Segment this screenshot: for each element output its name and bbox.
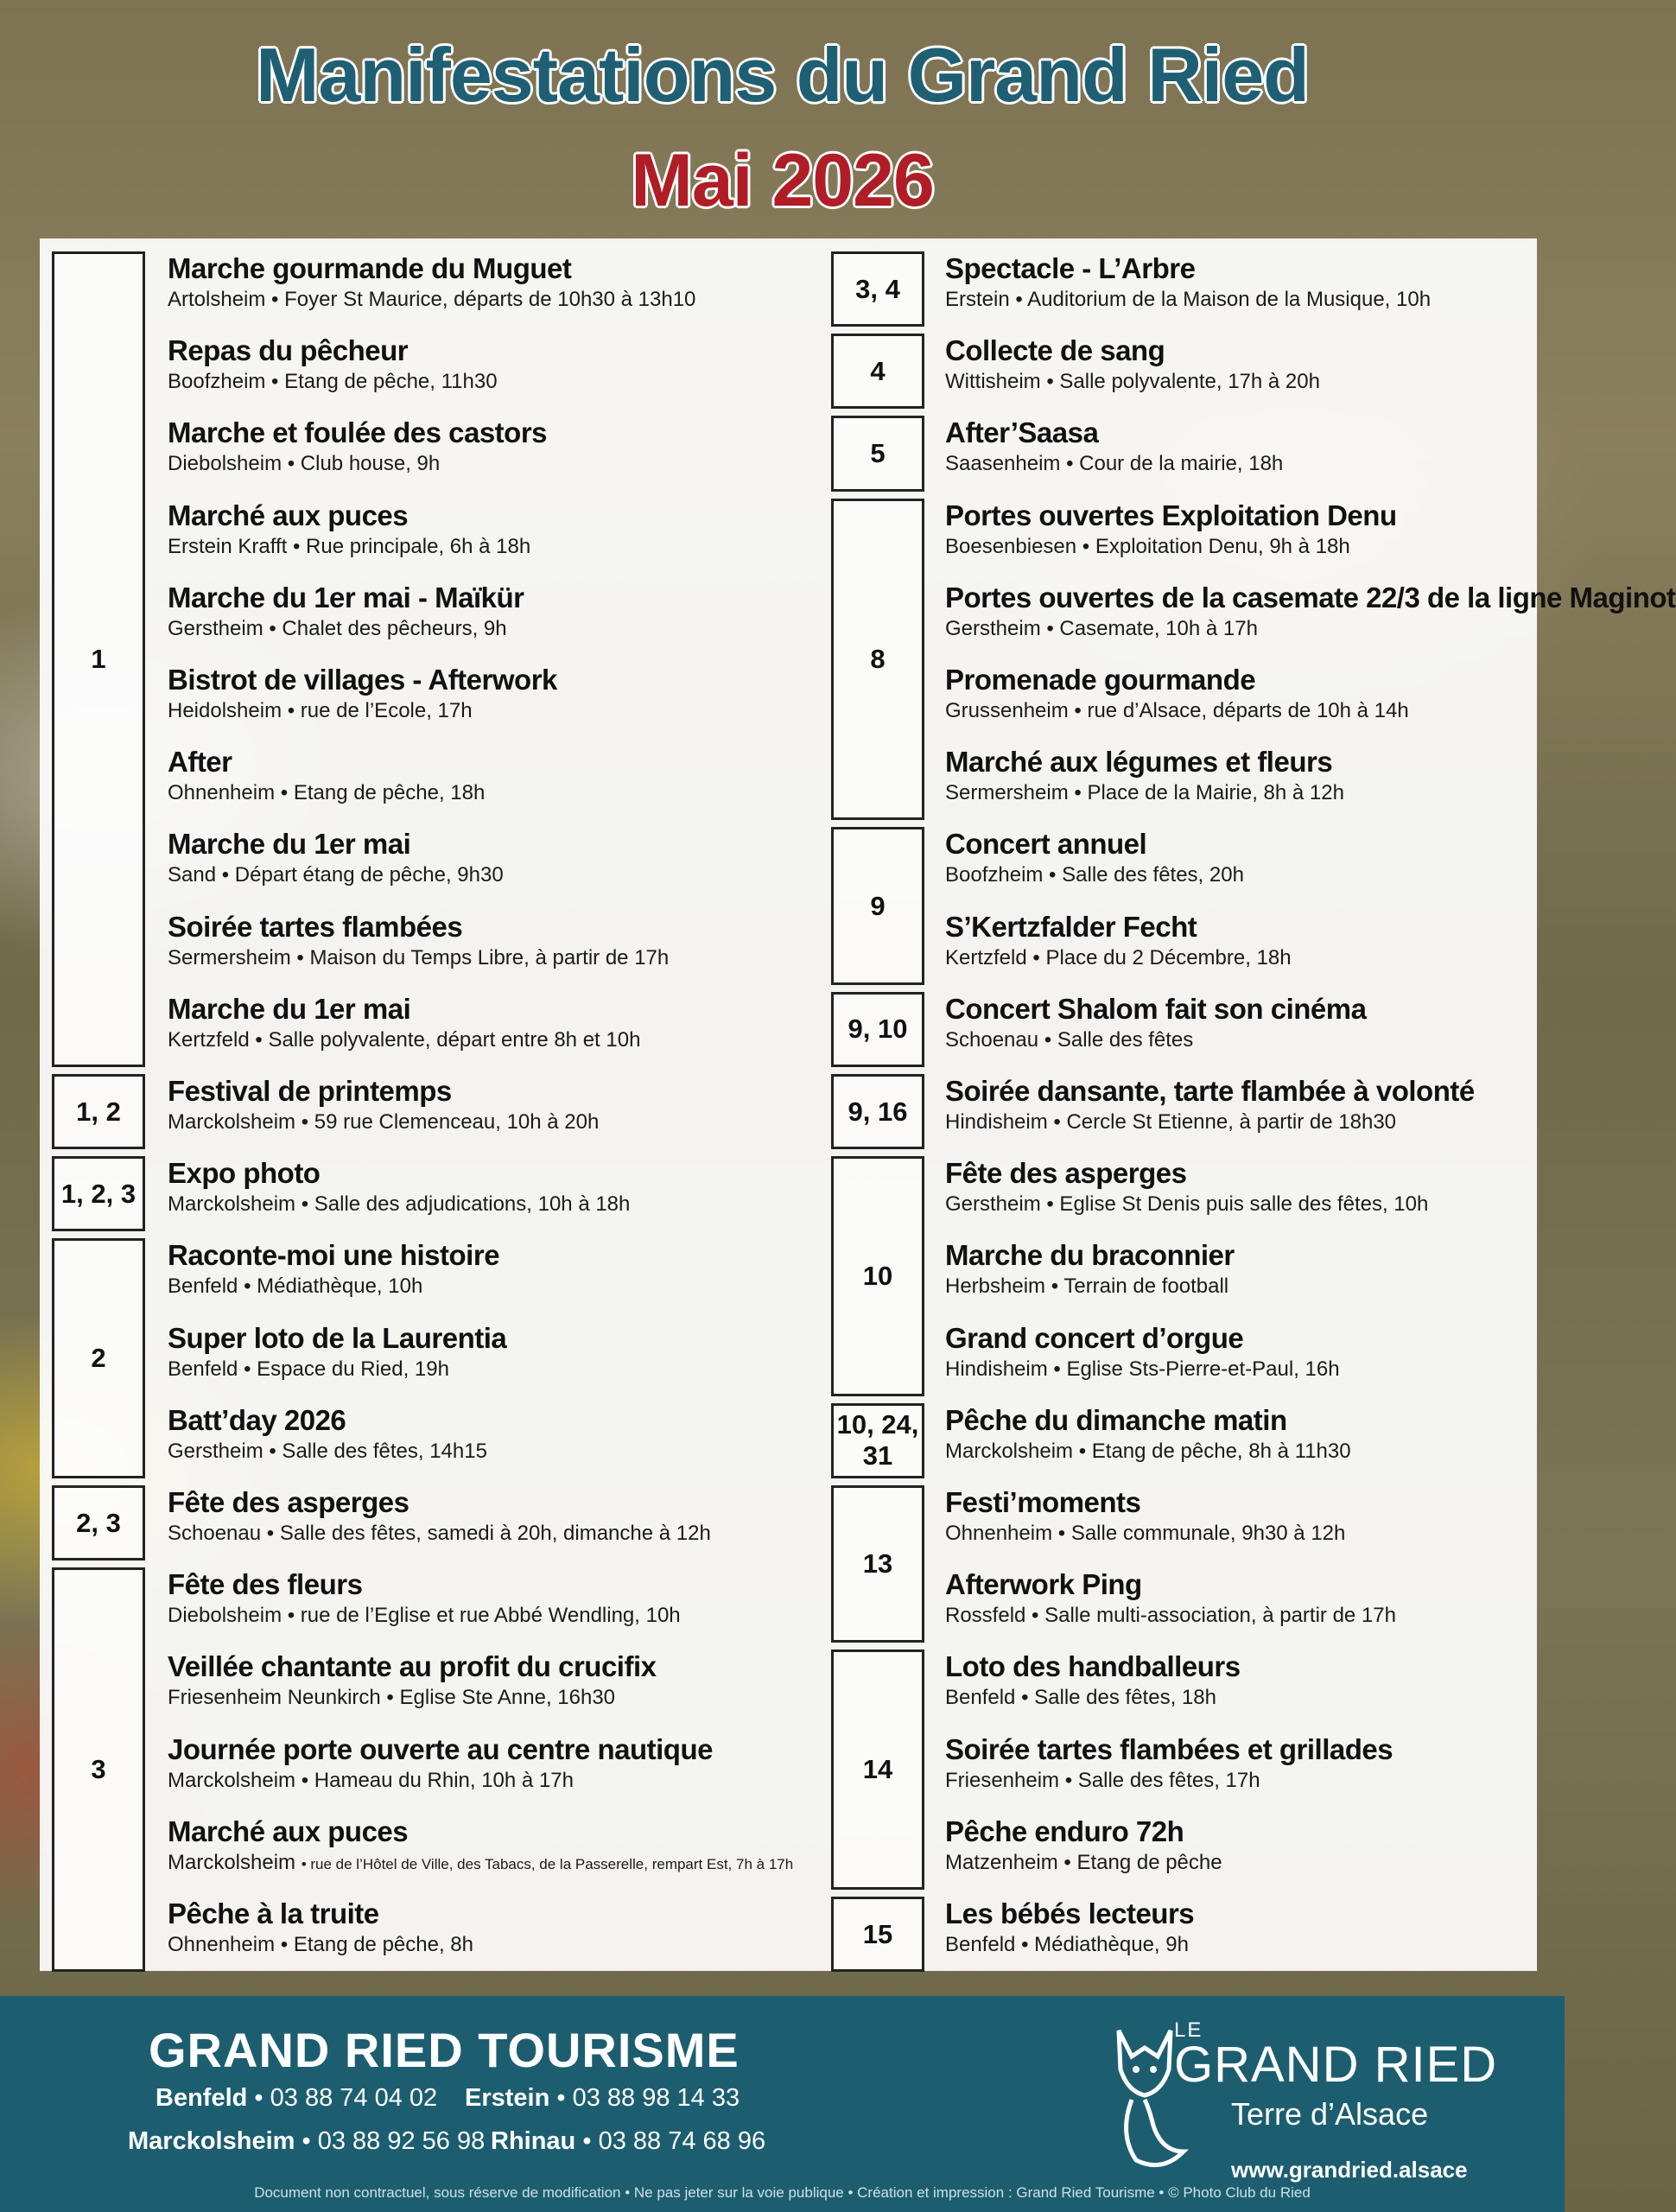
event-details: Wittisheim • Salle polyvalente, 17h à 20h <box>945 370 1320 394</box>
day-box: 1, 2 <box>52 1074 145 1149</box>
event-details: Marckolsheim • Etang de pêche, 8h à 11h30 <box>945 1439 1351 1463</box>
event-details: Friesenheim Neunkirch • Eglise Ste Anne, 16h30 <box>168 1686 616 1710</box>
event-title: Super loto de la Laurentia <box>168 1321 507 1354</box>
day-box: 15 <box>831 1897 924 1972</box>
day-box: 1, 2, 3 <box>52 1156 145 1231</box>
event-item <box>168 582 783 664</box>
event-title: Soirée dansante, tarte flambée à volonté <box>945 1075 1475 1107</box>
event-item <box>945 499 1537 582</box>
logo-le: LE <box>1174 2018 1203 2042</box>
event-title: Marché aux puces <box>168 499 409 531</box>
event-item <box>945 1568 1537 1650</box>
event-details: Ohnenheim • Etang de pêche, 8h <box>168 1933 473 1956</box>
event-title: Pêche à la truite <box>168 1897 379 1929</box>
event-item <box>168 1486 783 1568</box>
day-box: 1 <box>52 251 145 1067</box>
event-title: Bistrot de villages - Afterwork <box>168 664 557 696</box>
event-title: Marche gourmande du Muguet <box>168 252 572 284</box>
event-item <box>168 1075 783 1157</box>
day-box: 3 <box>52 1567 145 1972</box>
event-details: Ohnenheim • Salle communale, 9h30 à 12h <box>945 1522 1346 1545</box>
event-item <box>945 1733 1537 1815</box>
office-rhinau <box>491 2127 765 2156</box>
website-link[interactable]: www.grandried.alsace <box>1231 2157 1468 2183</box>
event-item <box>168 1157 783 1239</box>
event-title: Expo photo <box>168 1157 321 1190</box>
event-details: Herbsheim • Terrain de football <box>945 1274 1229 1299</box>
event-details: Boofzheim • Salle des fêtes, 20h <box>945 863 1244 887</box>
event-title: Batt’day 2026 <box>168 1403 346 1436</box>
event-item <box>945 1486 1537 1568</box>
event-title: Marche et foulée des castors <box>168 416 548 449</box>
legal-notice: Document non contractuel, sous réserve de modification • Ne pas jeter sur la voie publique • Création et impression : Grand Ried Tourisme • © Photo Club du Ried <box>254 2184 1311 2201</box>
event-item <box>945 911 1537 993</box>
event-item <box>945 252 1537 334</box>
bullet: • <box>556 2084 566 2112</box>
day-box: 4 <box>831 334 924 409</box>
logo-tagline: Terre d’Alsace <box>1231 2096 1429 2132</box>
event-details: Diebolsheim • Club house, 9h <box>168 452 441 476</box>
event-title: Portes ouvertes de la casemate 22/3 de la ligne Maginot <box>945 581 1676 613</box>
event-details: Kertzfeld • Place du 2 Décembre, 18h <box>945 945 1292 969</box>
day-box: 9, 16 <box>831 1074 924 1149</box>
event-details: Gerstheim • Chalet des pêcheurs, 9h <box>168 616 507 640</box>
event-title: Journée porte ouverte au centre nautique <box>168 1732 713 1765</box>
event-item <box>945 581 1676 664</box>
event-title: Fête des asperges <box>945 1157 1187 1190</box>
event-title: Soirée tartes flambées et grillades <box>945 1732 1393 1765</box>
event-item <box>945 1075 1537 1157</box>
event-item <box>168 334 783 416</box>
event-item <box>168 1650 783 1732</box>
event-title: Soirée tartes flambées <box>168 910 463 943</box>
event-title: Raconte-moi une histoire <box>168 1239 500 1272</box>
event-town: Marckolsheim <box>168 1850 296 1874</box>
office-phone: 03 88 98 14 33 <box>572 2084 740 2112</box>
event-details: Artolsheim • Foyer St Maurice, départs de 10h30 à 13h10 <box>168 288 696 311</box>
event-details <box>168 1850 794 1878</box>
office-town: Marckolsheim <box>128 2127 295 2155</box>
office-benfeld <box>156 2084 437 2113</box>
day-box: 3, 4 <box>831 251 924 327</box>
event-title: Marche du braconnier <box>945 1239 1235 1272</box>
event-title: Marché aux puces <box>168 1815 409 1847</box>
event-details: Boesenbiesen • Exploitation Denu, 9h à 18h <box>945 534 1350 558</box>
event-details: Grussenheim • rue d’Alsace, départs de 10h à 14h <box>945 699 1409 722</box>
event-title: Marche du 1er mai - Maïkür <box>168 581 524 613</box>
footer-brand: GRAND RIED TOURISME <box>149 2023 740 2077</box>
event-item <box>168 828 783 910</box>
event-details: Marckolsheim • Hameau du Rhin, 10h à 17h <box>168 1768 574 1792</box>
event-title: Fête des asperges <box>168 1486 409 1518</box>
event-item <box>168 1733 783 1815</box>
day-box: 14 <box>831 1649 924 1890</box>
logo-name: GRAND RIED <box>1174 2037 1498 2093</box>
event-details: Benfeld • Espace du Ried, 19h <box>168 1357 449 1381</box>
event-details: Rossfeld • Salle multi-association, à partir de 17h <box>945 1604 1396 1628</box>
event-details: Friesenheim • Salle des fêtes, 17h <box>945 1768 1260 1792</box>
event-details: Marckolsheim • Salle des adjudications, 10h à 18h <box>168 1192 631 1217</box>
event-details: Gerstheim • Eglise St Denis puis salle des fêtes, 10h <box>945 1192 1429 1217</box>
event-title: Spectacle - L’Arbre <box>945 252 1196 284</box>
event-details: Hindisheim • Cercle St Etienne, à partir de 18h30 <box>945 1110 1397 1134</box>
event-details: Matzenheim • Etang de pêche <box>945 1850 1222 1874</box>
event-title: Pêche enduro 72h <box>945 1815 1184 1847</box>
event-item <box>945 1650 1537 1732</box>
event-item <box>168 746 783 828</box>
event-details: Sermersheim • Place de la Mairie, 8h à 12h <box>945 781 1344 805</box>
event-item <box>168 499 783 582</box>
event-title: Veillée chantante au profit du crucifix <box>168 1650 657 1683</box>
event-item <box>168 1239 783 1321</box>
event-title: Marche du 1er mai <box>168 828 411 861</box>
event-title: Marche du 1er mai <box>168 992 411 1025</box>
grand-ried-logo <box>1101 2018 1499 2183</box>
event-item <box>168 1404 783 1486</box>
event-item <box>945 1157 1537 1239</box>
office-marckolsheim <box>128 2127 485 2156</box>
day-box: 13 <box>831 1485 924 1643</box>
event-details: Marckolsheim • 59 rue Clemenceau, 10h à 20h <box>168 1110 600 1134</box>
event-details: Erstein Krafft • Rue principale, 6h à 18h <box>168 534 531 558</box>
event-details: Heidolsheim • rue de l’Ecole, 17h <box>168 699 473 722</box>
event-details: Saasenheim • Cour de la mairie, 18h <box>945 452 1284 476</box>
event-item <box>168 416 783 499</box>
event-details: Ohnenheim • Etang de pêche, 18h <box>168 781 486 805</box>
bullet: • <box>582 2127 592 2155</box>
office-phone: 03 88 92 56 98 <box>317 2127 486 2155</box>
event-item <box>945 334 1537 416</box>
event-title: Repas du pêcheur <box>168 334 409 367</box>
event-details: Kertzfeld • Salle polyvalente, départ entre 8h et 10h <box>168 1027 641 1052</box>
event-details: Sermersheim • Maison du Temps Libre, à partir de 17h <box>168 945 670 969</box>
day-box: 9, 10 <box>831 992 924 1067</box>
day-box: 2, 3 <box>52 1485 145 1560</box>
office-town: Rhinau <box>491 2127 576 2155</box>
event-item <box>168 1897 783 1980</box>
event-details: Boofzheim • Etang de pêche, 11h30 <box>168 370 498 394</box>
day-box: 8 <box>831 499 924 821</box>
event-title: Portes ouvertes Exploitation Denu <box>945 499 1397 531</box>
event-details: Erstein • Auditorium de la Maison de la Musique, 10h <box>945 288 1432 311</box>
event-details: Diebolsheim • rue de l’Eglise et rue Abbé Wendling, 10h <box>168 1604 681 1628</box>
event-details: Schoenau • Salle des fêtes, samedi à 20h, dimanche à 12h <box>168 1522 711 1545</box>
event-item <box>945 1815 1537 1897</box>
event-title: Fête des fleurs <box>168 1568 363 1601</box>
office-town: Erstein <box>465 2084 550 2112</box>
event-title: Afterwork Ping <box>945 1568 1142 1601</box>
event-details: Schoenau • Salle des fêtes <box>945 1027 1194 1052</box>
event-title: Loto des handballeurs <box>945 1650 1241 1683</box>
event-item <box>168 911 783 993</box>
event-details: Benfeld • Médiathèque, 10h <box>168 1274 423 1299</box>
event-details: Gerstheim • Casemate, 10h à 17h <box>945 616 1258 640</box>
events-panel <box>40 238 1676 1971</box>
office-phone: 03 88 74 04 02 <box>270 2084 438 2112</box>
event-item <box>945 993 1537 1075</box>
event-item <box>945 1322 1537 1404</box>
event-item <box>168 1568 783 1650</box>
event-title: Pêche du dimanche matin <box>945 1403 1287 1436</box>
event-address: • rue de l’Hôtel de Ville, des Tabacs, de la Passerelle, rempart Est, 7h à 17h <box>301 1855 794 1872</box>
office-erstein <box>465 2084 740 2113</box>
day-box: 5 <box>831 416 924 491</box>
day-box: 2 <box>52 1238 145 1478</box>
event-item <box>945 664 1537 746</box>
event-title: Concert annuel <box>945 828 1147 861</box>
day-box: 9 <box>831 827 924 984</box>
event-title: Festival de printemps <box>168 1075 452 1107</box>
event-item <box>945 1239 1537 1321</box>
event-title: After’Saasa <box>945 416 1099 449</box>
event-title: Promenade gourmande <box>945 664 1256 696</box>
event-title: Les bébés lecteurs <box>945 1897 1195 1929</box>
event-item <box>945 828 1537 910</box>
bullet: • <box>254 2084 263 2112</box>
event-item <box>945 416 1537 499</box>
event-item <box>945 1404 1537 1486</box>
event-details: Sand • Départ étang de pêche, 9h30 <box>168 863 504 887</box>
event-details: Gerstheim • Salle des fêtes, 14h15 <box>168 1439 487 1463</box>
page-subtitle: Mai 2026 <box>631 139 934 222</box>
event-title: Concert Shalom fait son cinéma <box>945 992 1367 1025</box>
footer <box>0 1996 1565 2212</box>
event-details: Benfeld • Salle des fêtes, 18h <box>945 1686 1216 1710</box>
office-town: Benfeld <box>156 2084 248 2112</box>
event-title: Festi’moments <box>945 1486 1141 1518</box>
event-title: After <box>168 746 232 779</box>
day-box: 10 <box>831 1156 924 1396</box>
bullet: • <box>302 2127 311 2155</box>
event-title: Collecte de sang <box>945 334 1165 367</box>
day-box: 10, 24, 31 <box>831 1403 924 1478</box>
event-item <box>168 664 783 746</box>
page-title: Manifestations du Grand Ried <box>256 32 1309 118</box>
event-details: Benfeld • Médiathèque, 9h <box>945 1933 1189 1956</box>
event-item <box>168 993 783 1075</box>
event-title: Grand concert d’orgue <box>945 1321 1244 1354</box>
event-item <box>945 746 1537 828</box>
event-title: S’Kertzfalder Fecht <box>945 910 1197 943</box>
event-details: Hindisheim • Eglise Sts-Pierre-et-Paul, 16h <box>945 1357 1340 1381</box>
event-item <box>168 252 783 334</box>
event-item <box>945 1897 1537 1980</box>
event-title: Marché aux légumes et fleurs <box>945 746 1333 779</box>
event-item <box>168 1322 783 1404</box>
event-item <box>168 1815 794 1897</box>
office-phone: 03 88 74 68 96 <box>598 2127 766 2155</box>
